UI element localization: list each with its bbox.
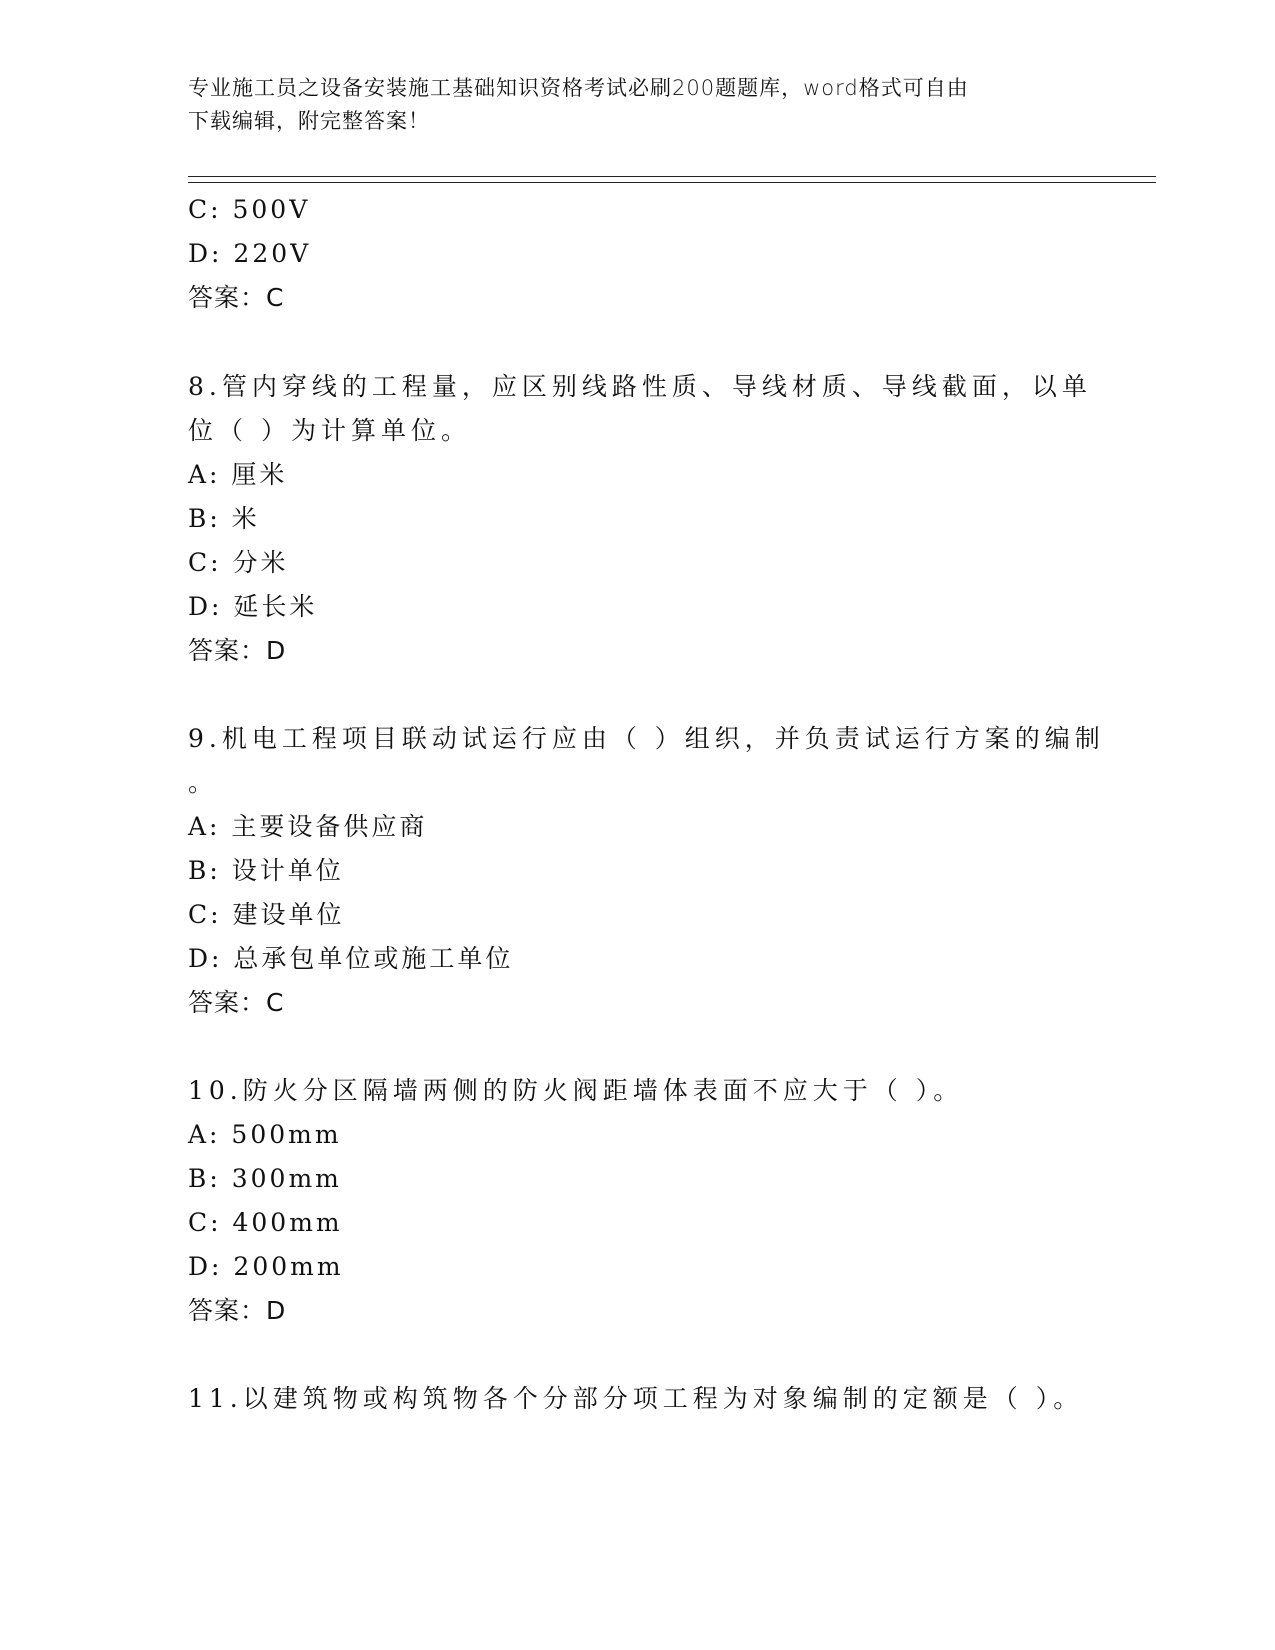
q9-option-d: D: 总承包单位或施工单位 xyxy=(188,944,514,973)
q11-stem-line-1: 11.以建筑物或构筑物各个分部分项工程为对象编制的定额是（ ）。 xyxy=(188,1384,1084,1413)
q10-option-d: D: 200mm xyxy=(188,1252,344,1281)
q9-option-a: A: 主要设备供应商 xyxy=(188,812,428,841)
q8-option-a: A: 厘米 xyxy=(188,460,288,489)
q7-answer: 答案：C xyxy=(188,283,285,312)
q9-answer: 答案：C xyxy=(188,988,285,1017)
q7-option-c: C: 500V xyxy=(188,195,311,224)
header-divider-top xyxy=(188,176,1156,177)
q7-option-d: D: 220V xyxy=(188,239,312,268)
header-line-2: 下载编辑，附完整答案！ xyxy=(188,109,430,133)
q9-stem-line-1: 9.机电工程项目联动试运行应由（ ）组织，并负责试运行方案的编制 xyxy=(188,724,1105,753)
header-divider-bottom xyxy=(188,182,1156,183)
document-header xyxy=(188,72,1088,138)
q9-stem-line-2: 。 xyxy=(188,768,219,797)
q10-option-c: C: 400mm xyxy=(188,1208,343,1237)
q8-option-d: D: 延长米 xyxy=(188,592,318,621)
q8-stem-line-2: 位（ ）为计算单位。 xyxy=(188,416,471,445)
q10-stem-line-1: 10.防火分区隔墙两侧的防火阀距墙体表面不应大于（ ）。 xyxy=(188,1076,964,1105)
q10-answer: 答案：D xyxy=(188,1296,287,1325)
q8-stem-line-1: 8.管内穿线的工程量，应区别线路性质、导线材质、导线截面，以单 xyxy=(188,372,1092,401)
header-line-1: 专业施工员之设备安装施工基础知识资格考试必刷200题题库，word格式可自由 xyxy=(188,76,969,100)
q9-option-c: C: 建设单位 xyxy=(188,900,345,929)
q10-option-a: A: 500mm xyxy=(188,1120,342,1149)
q8-option-b: B: 米 xyxy=(188,504,260,533)
q8-option-c: C: 分米 xyxy=(188,548,289,577)
q9-option-b: B: 设计单位 xyxy=(188,856,344,885)
q8-answer: 答案：D xyxy=(188,636,287,665)
q10-option-b: B: 300mm xyxy=(188,1164,342,1193)
